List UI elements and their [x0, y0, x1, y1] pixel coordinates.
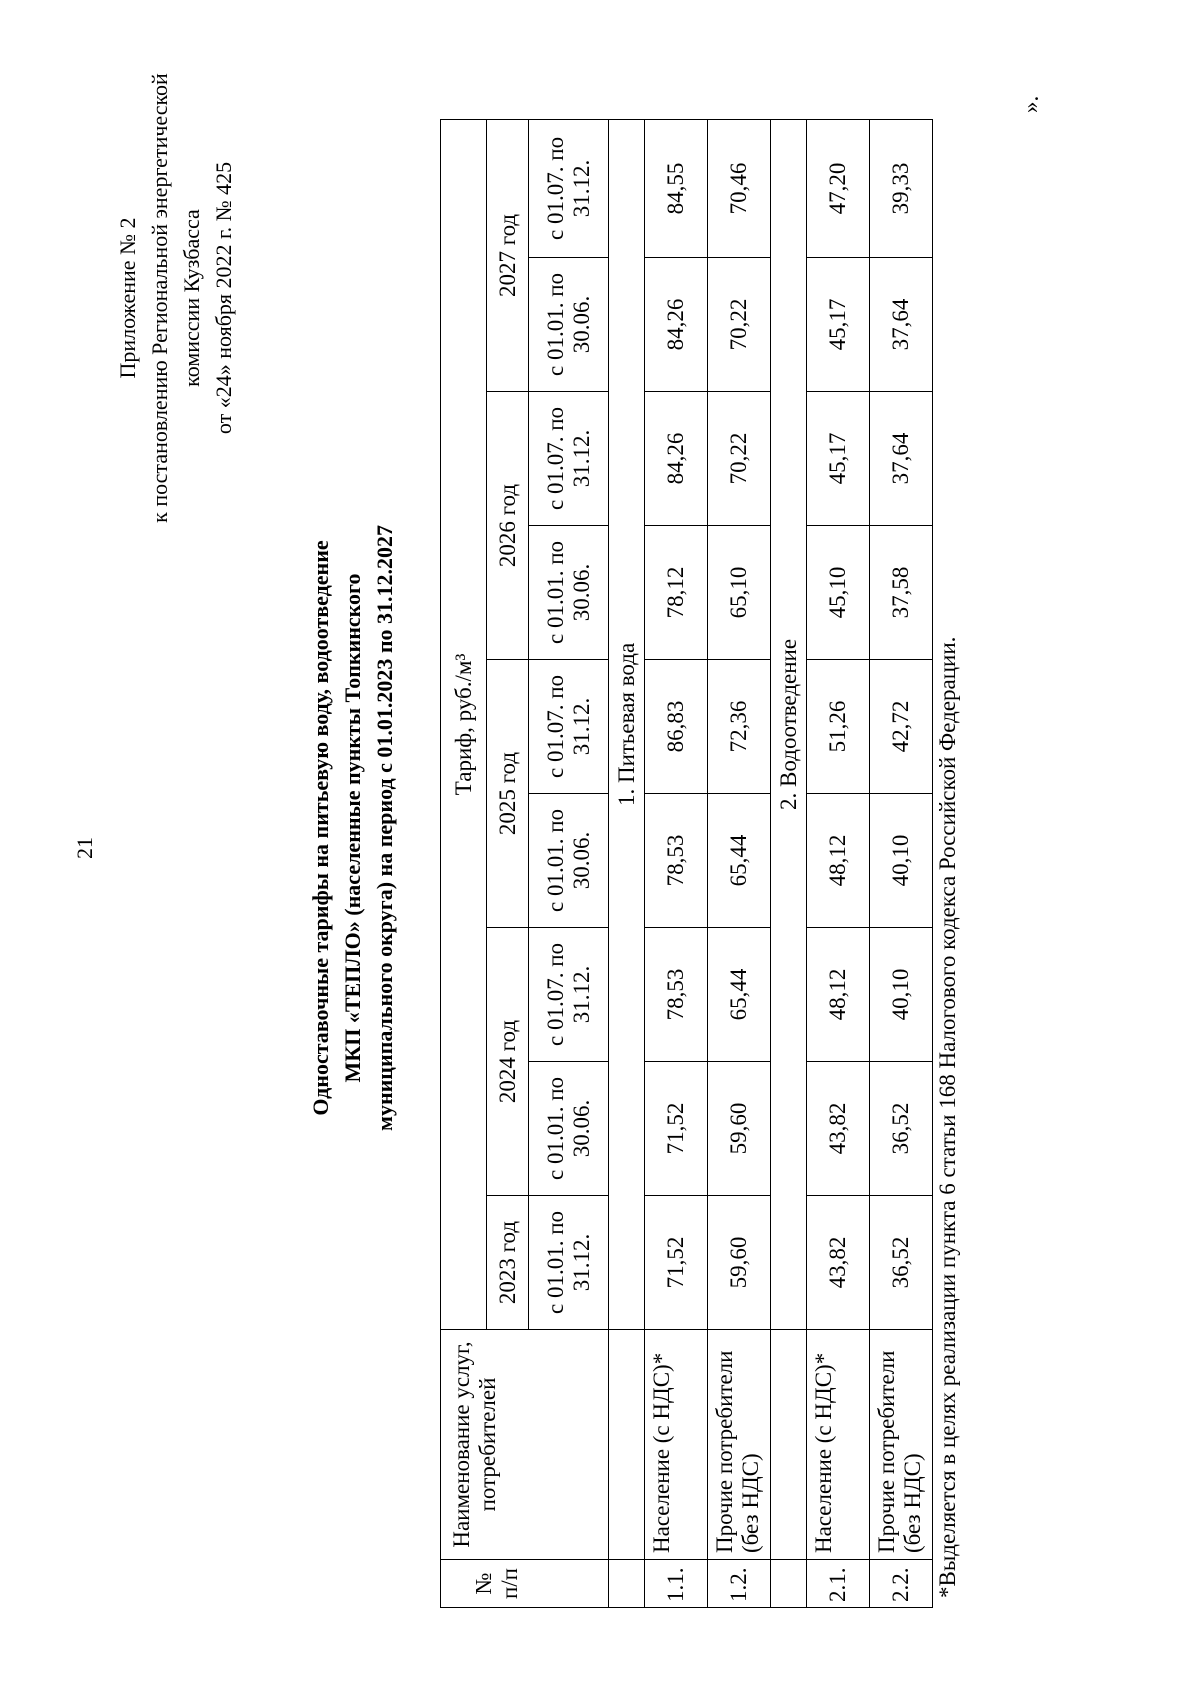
row-value: 51,26 — [807, 660, 870, 794]
row-value: 59,60 — [708, 1196, 771, 1330]
appendix-line-2: к постановлению Региональной энергетической — [147, 73, 172, 523]
row-value: 48,12 — [807, 928, 870, 1062]
row-value: 70,22 — [708, 392, 771, 526]
footnote: *Выделяется в целях реализации пункта 6 статьи 168 Налогового кодекса Российской Федерации. — [935, 636, 960, 1598]
section-row — [609, 119, 645, 1607]
header-period: с 01.01. по 30.06. — [529, 526, 609, 660]
row-value: 37,64 — [870, 392, 933, 526]
row-value: 78,12 — [645, 526, 708, 660]
header-period: с 01.07. по 31.12. — [529, 119, 609, 257]
row-value: 43,82 — [807, 1196, 870, 1330]
header-period: с 01.01. по 31.12. — [529, 1196, 609, 1330]
page-number: 21 — [72, 837, 97, 859]
table-row — [870, 119, 933, 1607]
row-value: 84,26 — [645, 392, 708, 526]
appendix-line-1: Приложение № 2 — [115, 217, 140, 379]
document-title — [305, 378, 401, 1278]
header-period: с 01.07. по 31.12. — [529, 928, 609, 1062]
row-value: 59,60 — [708, 1062, 771, 1196]
row-num: 1.2. — [708, 1560, 771, 1608]
header-num: № п/п — [441, 1560, 609, 1608]
header-year: 2024 год — [487, 928, 529, 1196]
row-name: Население (с НДС)* — [645, 1330, 708, 1560]
row-value: 36,52 — [870, 1062, 933, 1196]
row-value: 37,58 — [870, 526, 933, 660]
row-value: 86,83 — [645, 660, 708, 794]
row-value: 72,36 — [708, 660, 771, 794]
header-year: 2026 год — [487, 392, 529, 660]
row-value: 65,44 — [708, 794, 771, 928]
header-name: Наименование услуг, потребителей — [441, 1330, 609, 1560]
row-value: 42,72 — [870, 660, 933, 794]
closing-quote: ». — [1018, 95, 1043, 113]
header-period: с 01.07. по 31.12. — [529, 660, 609, 794]
row-value: 43,82 — [807, 1062, 870, 1196]
header-year: 2025 год — [487, 660, 529, 928]
row-name: Прочие потребители (без НДС) — [870, 1330, 933, 1560]
section-row — [771, 119, 807, 1607]
row-value: 78,53 — [645, 928, 708, 1062]
row-value: 84,55 — [645, 119, 708, 257]
header-year: 2023 год — [487, 1196, 529, 1330]
table-row — [645, 119, 708, 1607]
row-value: 40,10 — [870, 794, 933, 928]
row-name: Прочие потребители (без НДС) — [708, 1330, 771, 1560]
row-value: 65,44 — [708, 928, 771, 1062]
table-row — [807, 119, 870, 1607]
row-value: 45,10 — [807, 526, 870, 660]
header-period: с 01.07. по 31.12. — [529, 392, 609, 526]
header-tariff: Тариф, руб./м³ — [441, 119, 487, 1329]
header-period: с 01.01. по 30.06. — [529, 1062, 609, 1196]
section-title: 1. Питьевая вода — [609, 119, 645, 1329]
row-value: 70,46 — [708, 119, 771, 257]
title-line-3: муниципального округа) на период с 01.01.2023 по 31.12.2027 — [372, 524, 397, 1132]
tariff-table — [440, 119, 933, 1608]
row-value: 71,52 — [645, 1196, 708, 1330]
appendix-line-3: комиссии Кузбасса — [179, 209, 204, 387]
row-num: 1.1. — [645, 1560, 708, 1608]
header-period: с 01.01. по 30.06. — [529, 258, 609, 392]
row-name: Население (с НДС)* — [807, 1330, 870, 1560]
row-value: 65,10 — [708, 526, 771, 660]
appendix-block — [112, 38, 240, 558]
title-line-2: МКП «ТЕПЛО» (населенные пункты Топкинского — [340, 573, 365, 1083]
row-value: 78,53 — [645, 794, 708, 928]
header-row-1 — [441, 119, 487, 1607]
header-year: 2027 год — [487, 119, 529, 391]
section-title: 2. Водоотведение — [771, 119, 807, 1329]
row-value: 45,17 — [807, 392, 870, 526]
row-value: 37,64 — [870, 258, 933, 392]
header-period: с 01.01. по 30.06. — [529, 794, 609, 928]
row-value: 39,33 — [870, 119, 933, 257]
row-value: 36,52 — [870, 1196, 933, 1330]
row-value: 70,22 — [708, 258, 771, 392]
row-value: 84,26 — [645, 258, 708, 392]
row-num: 2.2. — [870, 1560, 933, 1608]
row-value: 48,12 — [807, 794, 870, 928]
appendix-line-4: от «24» ноября 2022 г. № 425 — [211, 161, 236, 435]
title-line-1: Одноставочные тарифы на питьевую воду, водоотведение — [308, 540, 333, 1116]
table-row — [708, 119, 771, 1607]
row-value: 71,52 — [645, 1062, 708, 1196]
row-value: 47,20 — [807, 119, 870, 257]
row-value: 40,10 — [870, 928, 933, 1062]
row-num: 2.1. — [807, 1560, 870, 1608]
row-value: 45,17 — [807, 258, 870, 392]
